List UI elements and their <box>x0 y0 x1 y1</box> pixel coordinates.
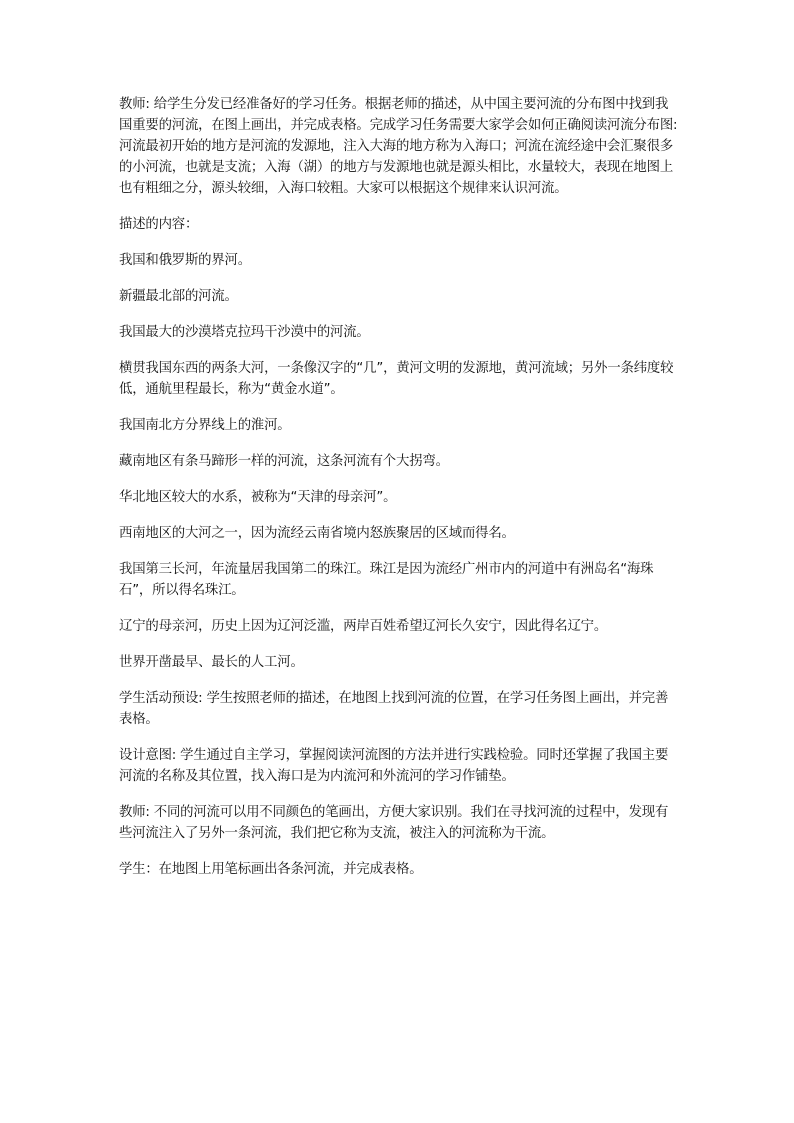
paragraph-design-intent: 设计意图: 学生通过自主学习，掌握阅读河流图的方法并进行实践检验。同时还掌握了我国主要河流的名称及其位置，找入海口是为内流河和外流河的学习作铺垫。 <box>119 748 669 784</box>
paragraph-item-two-great-rivers: 横贯我国东西的两条大河，一条像汉字的“几”，黄河文明的发源地，黄河流域；另外一条纬度较低，通航里程最长，称为“黄金水道”。 <box>119 361 674 397</box>
paragraph-item-horseshoe-river: 藏南地区有条马蹄形一样的河流，这条河流有个大拐弯。 <box>119 454 449 469</box>
paragraph-student-task: 学生：在地图上用笔标画出各条河流，并完成表格。 <box>119 862 423 877</box>
paragraph-item-border-river: 我国和俄罗斯的界河。 <box>119 253 251 268</box>
document-body <box>119 94 679 895</box>
paragraph-item-xinjiang-river: 新疆最北部的河流。 <box>119 289 238 304</box>
paragraph-item-huai-river: 我国南北方分界线上的淮河。 <box>119 418 291 433</box>
paragraph-teacher-colors: 教师: 不同的河流可以用不同颜色的笔画出，方便大家识别。我们在寻找河流的过程中，发现有些河流注入了另外一条河流，我们把它称为支流，被注入的河流称为干流。 <box>119 805 669 841</box>
paragraph-item-tianjin-river: 华北地区较大的水系，被称为“天津的母亲河”。 <box>119 490 397 505</box>
paragraph-item-liao-river: 辽宁的母亲河，历史上因为辽河泛滥，两岸百姓希望辽河长久安宁，因此得名辽宁。 <box>119 619 608 634</box>
paragraph-item-pearl-river: 我国第三长河，年流量居我国第二的珠江。珠江是因为流经广州市内的河道中有洲岛名“海珠石”，所以得名珠江。 <box>119 562 654 598</box>
paragraph-item-nu-river: 西南地区的大河之一，因为流经云南省境内怒族聚居的区域而得名。 <box>119 526 515 541</box>
paragraph-item-grand-canal: 世界开凿最早、最长的人工河。 <box>119 655 304 670</box>
paragraph-description-heading: 描述的内容： <box>119 217 199 232</box>
paragraph-teacher-intro: 教师: 给学生分发已经准备好的学习任务。根据老师的描述，从中国主要河流的分布图中找到我国重要的河流，在图上画出，并完成表格。完成学习任务需要大家学会如何正确阅读河流分布图: 河流最初开始的地方是河流的发源地，注入大海的地方称为入海口；河流在流经途中会汇聚很多的小河流，也就是支流；入海（湖）的地方与发源地也就是源头相比，水量较大，表现在地图上也有粗细之分，源头较细，入海口较粗。大家可以根据这个规律来认识河流。 <box>119 97 678 196</box>
paragraph-student-activity: 学生活动预设: 学生按照老师的描述，在地图上找到河流的位置，在学习任务图上画出，并完善表格。 <box>119 691 669 727</box>
paragraph-item-desert-river: 我国最大的沙漠塔克拉玛干沙漠中的河流。 <box>119 325 370 340</box>
